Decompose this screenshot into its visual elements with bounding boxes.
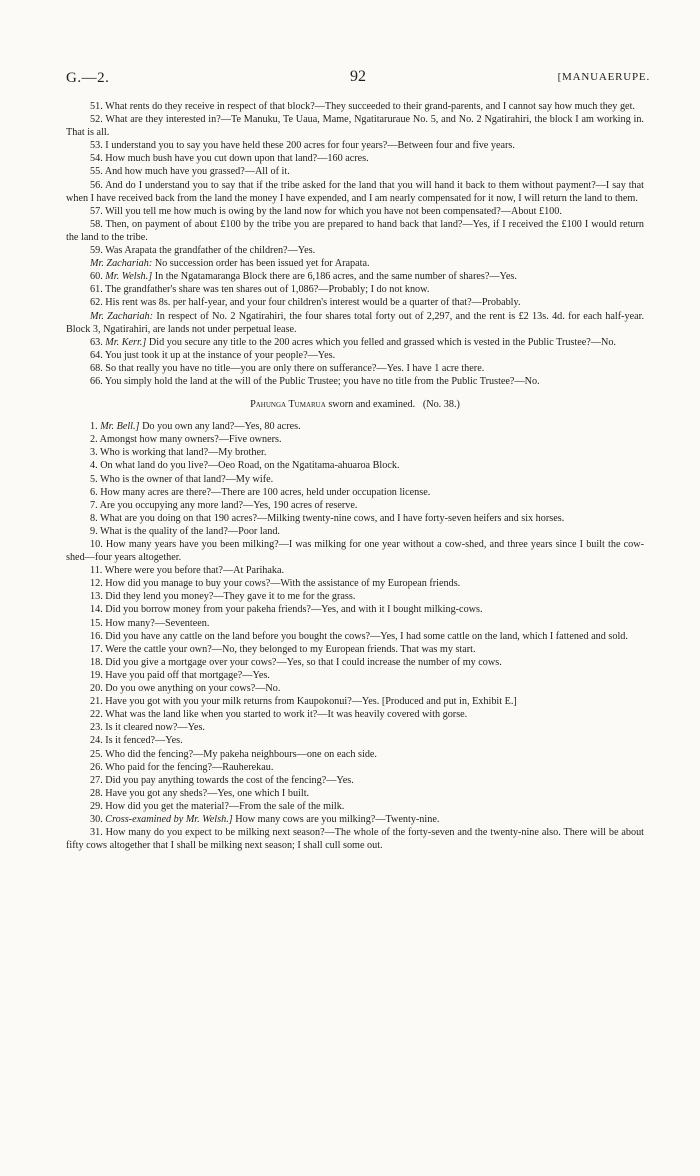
question-paragraph <box>66 800 644 813</box>
question-paragraph <box>66 486 644 499</box>
question-paragraph <box>66 643 644 656</box>
question-text: How many acres are there?—There are 100 acres, held under occupation license. <box>100 486 431 498</box>
question-text: What rents do they receive in respect of that block?—They succeeded to their grand-parents, and I cannot say how much they get. <box>105 101 635 112</box>
question-number: 17. <box>90 643 103 655</box>
question-text: How many cows are you milking?—Twenty-nine. <box>235 813 440 825</box>
question-paragraph <box>66 669 644 682</box>
testimony-block-top <box>66 100 644 388</box>
witness-name: Pahunga Tumarua <box>250 399 326 411</box>
question-number: 61. <box>90 284 103 296</box>
question-paragraph <box>66 590 644 603</box>
question-number: 56. <box>90 179 103 191</box>
question-text: Was Arapata the grandfather of the children?—Yes. <box>105 245 316 257</box>
question-paragraph <box>66 459 644 472</box>
witness-heading-text: sworn and examined. <box>328 399 416 411</box>
question-paragraph <box>66 100 644 113</box>
question-paragraph <box>66 362 644 375</box>
question-paragraph <box>66 270 644 283</box>
question-number: 57. <box>90 205 103 217</box>
question-number: 25. <box>90 748 103 760</box>
question-paragraph <box>66 748 644 761</box>
speaker-label: Mr. Bell.] <box>100 421 140 433</box>
question-text: And how much have you grassed?—All of it. <box>104 166 290 178</box>
question-number: 54. <box>90 153 103 165</box>
question-text: Who is working that land?—My brother. <box>100 447 267 459</box>
question-paragraph <box>66 310 644 336</box>
question-number: 20. <box>90 683 103 695</box>
question-text: I understand you to say you have held these 200 acres for four years?—Between four and five years. <box>105 140 515 152</box>
question-paragraph <box>66 577 644 590</box>
question-text: Did you pay anything towards the cost of the fencing?—Yes. <box>105 774 354 786</box>
question-number: 53. <box>90 140 103 152</box>
question-paragraph <box>66 721 644 734</box>
question-number: 55. <box>90 166 103 178</box>
question-text: Who did the fencing?—My pakeha neighbours—one on each side. <box>105 748 377 760</box>
question-number: 14. <box>90 604 103 616</box>
question-number: 62. <box>90 297 103 309</box>
question-text: You just took it up at the instance of your people?—Yes. <box>104 349 336 361</box>
question-text: How did you get the material?—From the sale of the milk. <box>105 800 345 812</box>
speaker-label: Mr. Kerr.] <box>105 336 147 348</box>
question-text: And do I understand you to say that if the tribe asked for the land that you will hand it back to them without payment?—I say that when I have received back from the land the money I have expended, and I am nearly compensated for it now, I will return the land to them. <box>66 179 644 204</box>
question-number: 11. <box>90 565 103 577</box>
question-paragraph <box>66 734 644 747</box>
question-paragraph <box>66 139 644 152</box>
question-paragraph <box>66 826 644 852</box>
question-number: 5. <box>90 473 98 485</box>
page-header <box>66 70 650 90</box>
question-paragraph <box>66 420 644 433</box>
question-text: Did you borrow money from your pakeha friends?—Yes, and with it I bought milking-cows. <box>105 604 483 616</box>
question-text: Did they lend you money?—They gave it to me for the grass. <box>105 591 356 603</box>
question-paragraph <box>66 630 644 643</box>
question-number: 12. <box>90 578 103 590</box>
question-paragraph <box>66 787 644 800</box>
question-number: 66. <box>90 375 103 387</box>
question-number: 64. <box>90 349 103 361</box>
question-number: 24. <box>90 735 103 747</box>
question-number: 15. <box>90 617 103 629</box>
question-number: 28. <box>90 787 103 799</box>
question-number: 10. <box>90 539 103 550</box>
question-paragraph <box>66 695 644 708</box>
question-text: How many years have you been milking?—I was milking for one year without a cow-shed, and three years since I built the cow-shed—four years altogether. <box>66 539 645 564</box>
witness-number: (No. 38.) <box>422 399 460 411</box>
document-code: G.—2. <box>66 70 110 86</box>
question-text: Who paid for the fencing?—Rauherekau. <box>105 761 274 773</box>
speaker-label: Mr. Zachariah: <box>90 258 153 270</box>
question-paragraph <box>66 205 644 218</box>
question-number: 9. <box>90 525 98 537</box>
question-paragraph <box>66 179 644 205</box>
question-text: Do you own any land?—Yes, 80 acres. <box>142 421 301 433</box>
speaker-label: Cross-examined by Mr. Welsh.] <box>105 813 233 825</box>
question-paragraph <box>66 761 644 774</box>
question-paragraph <box>66 774 644 787</box>
question-paragraph <box>66 617 644 630</box>
question-number: 30. <box>90 813 103 825</box>
question-text: So that really you have no title—you are only there on sufferance?—Yes. I have 1 acre there. <box>105 362 485 374</box>
question-paragraph <box>66 682 644 695</box>
question-text: You simply hold the land at the will of the Public Trustee; you have no title from the Public Trustee?—No. <box>104 375 540 387</box>
question-paragraph <box>66 525 644 538</box>
page-number: 92 <box>350 68 366 85</box>
question-text: Did you have any cattle on the land before you bought the cows?—Yes, I had some cattle on the land, which I fattened and sold. <box>105 630 628 642</box>
question-text: Then, on payment of about £100 by the tribe you are prepared to hand back that land?—Yes, if I received the £100 I would return the land to the tribe. <box>66 218 644 243</box>
question-paragraph <box>66 603 644 616</box>
question-number: 19. <box>90 669 103 681</box>
question-number: 68. <box>90 362 103 374</box>
question-text: The grandfather's share was ten shares out of 1,086?—Probably; I do not know. <box>105 284 430 296</box>
question-text: In respect of No. 2 Ngatirahiri, the four shares total forty out of 2,297, and the rent is £2 13s. 4d. for each half-year. Block 3, Ngatirahiri, are lands not under perpetual lease. <box>66 310 645 335</box>
question-paragraph <box>66 113 644 139</box>
question-number: 31. <box>90 827 103 839</box>
question-text: Did you secure any title to the 200 acres which you felled and grassed which is vested in the Public Trustee?—No. <box>148 336 616 348</box>
question-text: How many?—Seventeen. <box>105 617 210 629</box>
question-paragraph <box>66 708 644 721</box>
question-number: 63. <box>90 336 103 348</box>
question-paragraph <box>66 446 644 459</box>
question-paragraph <box>66 656 644 669</box>
question-number: 7. <box>90 499 98 511</box>
question-text: Did you give a mortgage over your cows?—Yes, so that I could increase the number of my cows. <box>105 656 502 668</box>
running-title: [MANUAERUPE. <box>557 71 650 83</box>
question-text: How many do you expect to be milking next season?—The whole of the forty-seven and the twenty-nine also. There will be about fifty cows altogether that I shall be milking next season; I shall cull some out. <box>66 827 645 852</box>
question-text: Where were you before that?—At Parihaka. <box>104 565 285 577</box>
question-paragraph <box>66 336 644 349</box>
speaker-label: Mr. Welsh.] <box>105 271 153 283</box>
question-text: What are you doing on that 190 acres?—Milking twenty-nine cows, and I have forty-seven heifers and six horses. <box>100 512 565 524</box>
question-paragraph <box>66 296 644 309</box>
witness-heading <box>66 398 644 411</box>
question-paragraph <box>66 538 644 564</box>
question-number: 21. <box>90 696 103 708</box>
question-text: What are they interested in?—Te Manuku, Te Uaua, Mame, Ngatitaruraue No. 5, and No. 2 Ngatirahiri, the block I am working in. That is all. <box>66 114 644 139</box>
speaker-label: Mr. Zachariah: <box>90 310 154 322</box>
question-text: Were the cattle your own?—No, they belonged to my European friends. That was my start. <box>105 643 476 655</box>
question-text: Who is the owner of that land?—My wife. <box>100 473 274 485</box>
testimony-block-bottom <box>66 420 644 852</box>
question-number: 6. <box>90 486 98 498</box>
question-text: In the Ngatamaranga Block there are 6,186 acres, and the same number of shares?—Yes. <box>154 271 517 283</box>
question-number: 29. <box>90 800 103 812</box>
question-text: How did you manage to buy your cows?—With the assistance of my European friends. <box>105 578 461 590</box>
question-text: Are you occupying any more land?—Yes, 190 acres of reserve. <box>99 499 358 511</box>
question-text: How much bush have you cut down upon that land?—160 acres. <box>105 153 369 165</box>
question-paragraph <box>66 512 644 525</box>
question-number: 3. <box>90 447 98 459</box>
document-body <box>66 100 644 852</box>
question-paragraph <box>66 244 644 257</box>
question-number: 23. <box>90 722 103 734</box>
question-text: Is it cleared now?—Yes. <box>105 722 205 734</box>
question-number: 16. <box>90 630 103 642</box>
question-text: No succession order has been issued yet for Arapata. <box>154 258 370 270</box>
question-text: Have you got with you your milk returns from Kaupokonui?—Yes. [Produced and put in, Exhibit E.] <box>105 696 517 708</box>
question-number: 4. <box>90 460 98 472</box>
question-number: 52. <box>90 114 103 126</box>
question-number: 13. <box>90 591 103 603</box>
question-number: 1. <box>90 421 98 433</box>
question-paragraph <box>66 283 644 296</box>
question-text: On what land do you live?—Oeo Road, on the Ngatitama-ahuaroa Block. <box>100 460 400 472</box>
question-paragraph <box>66 218 644 244</box>
question-text: Have you got any sheds?—Yes, one which I built. <box>105 787 310 799</box>
question-paragraph <box>66 349 644 362</box>
question-number: 8. <box>90 512 98 524</box>
question-number: 58. <box>90 218 103 230</box>
question-paragraph <box>66 499 644 512</box>
question-paragraph <box>66 473 644 486</box>
question-number: 26. <box>90 761 103 773</box>
question-number: 59. <box>90 245 103 257</box>
question-text: Have you paid off that mortgage?—Yes. <box>105 669 270 681</box>
question-paragraph <box>66 433 644 446</box>
question-text: His rent was 8s. per half-year, and your four children's interest would be a quarter of that?—Probably. <box>105 297 521 309</box>
question-paragraph <box>66 257 644 270</box>
question-text: Is it fenced?—Yes. <box>105 735 183 747</box>
question-number: 2. <box>90 434 98 446</box>
question-number: 51. <box>90 101 103 112</box>
question-text: What was the land like when you started to work it?—It was heavily covered with gorse. <box>105 709 468 721</box>
question-number: 18. <box>90 656 103 668</box>
question-paragraph <box>66 152 644 165</box>
question-paragraph <box>66 813 644 826</box>
question-text: Do you owe anything on your cows?—No. <box>105 683 281 695</box>
question-text: Will you tell me how much is owing by the land now for which you have not been compensated?—About £100. <box>105 205 562 217</box>
question-number: 60. <box>90 271 103 283</box>
question-paragraph <box>66 165 644 178</box>
question-text: What is the quality of the land?—Poor land. <box>100 525 280 537</box>
question-text: Amongst how many owners?—Five owners. <box>99 434 282 446</box>
question-number: 27. <box>90 774 103 786</box>
question-number: 22. <box>90 709 103 721</box>
question-paragraph <box>66 564 644 577</box>
question-paragraph <box>66 375 644 388</box>
